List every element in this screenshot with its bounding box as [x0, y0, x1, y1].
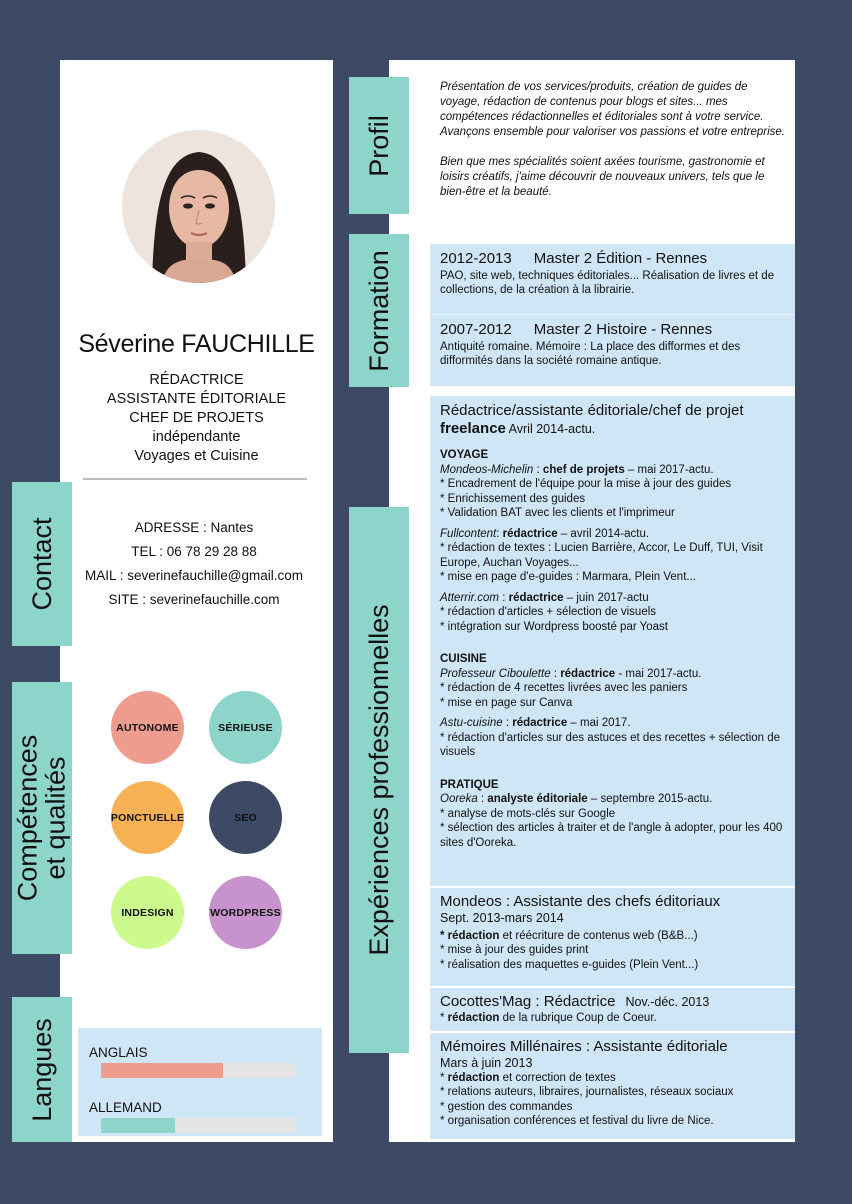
experience-entry: Professeur Ciboulette : rédactrice - mai 2017-actu. — [440, 667, 702, 680]
experience-title: Rédactrice/assistante éditoriale/chef de projet freelance Avril 2014-actu. — [440, 402, 744, 437]
experience-period: Sept. 2013-mars 2014 — [440, 911, 564, 925]
language-label: ANGLAIS — [89, 1045, 148, 1060]
skill-circle — [209, 876, 282, 949]
experience-title: Mondeos : Assistante des chefs éditoriaux — [440, 893, 721, 910]
skill-circle — [111, 876, 184, 949]
category-title: PRATIQUE — [440, 778, 499, 791]
education-block — [430, 244, 795, 386]
role-line: indépendante — [152, 429, 241, 445]
experience-mondeos — [430, 888, 795, 986]
education-entry — [430, 315, 795, 374]
list-item: * rédaction et correction de textes — [440, 1071, 616, 1084]
list-item: * rédaction de textes : Lucien Barrière, Accor, Le Duff, TUI, Visit Europe, Auchan Voyages... — [440, 542, 763, 569]
experience-entry: Ooreka : analyste éditoriale – septembre 2015-actu. — [440, 793, 713, 805]
list-item: * rédaction et réécriture de contenus web (B&B...) — [440, 929, 698, 942]
role-line: ASSISTANTE ÉDITORIALE — [106, 391, 287, 407]
list-item: * relations auteurs, libraires, journalistes, réseaux sociaux — [440, 1086, 734, 1098]
list-item: * Enrichissement des guides — [440, 492, 586, 505]
divider — [83, 478, 307, 480]
contact-site[interactable]: SITE : severinefauchille.com — [108, 592, 280, 607]
person-name: Séverine FAUCHILLE — [78, 330, 315, 358]
skill-label: WORDPRESS — [210, 906, 281, 919]
profile-paragraph: Bien que mes spécialités soient axées tourisme, gastronomie et loisirs créatifs, j'aime découvrir de nouveaux univers, tels que le bien-être et la beauté. — [440, 156, 765, 198]
tab-formation — [349, 234, 409, 387]
experience-entry: Mondeos-Michelin : chef de projets – mai 2017-actu. — [440, 463, 714, 476]
tab-langues-label: Langues — [26, 1017, 57, 1122]
list-item: * analyse de mots-clés sur Google — [440, 807, 616, 820]
tab-experiences — [349, 507, 409, 1053]
experience-period: Mars à juin 2013 — [440, 1056, 533, 1070]
language-bar — [101, 1063, 295, 1078]
skill-circle — [111, 781, 184, 854]
list-item: * rédaction de la rubrique Coup de Coeur. — [440, 1012, 657, 1024]
tab-profil — [349, 77, 409, 214]
education-years: 2012-2013 — [440, 250, 512, 267]
list-item: * gestion des commandes — [440, 1100, 573, 1113]
profile-text — [440, 80, 785, 200]
education-desc: Antiquité romaine. Mémoire : La place des difformes et des difformités dans la société romaine antique. — [440, 341, 741, 367]
skill-circle — [111, 691, 184, 764]
experience-entry: Astu-cuisine : rédactrice – mai 2017. — [440, 717, 631, 729]
list-item: * organisation conférences et festival du livre de Nice. — [440, 1115, 714, 1127]
tab-langues — [12, 997, 72, 1142]
education-desc: PAO, site web, techniques éditoriales... Réalisation de livres et de collections, de la création à la librairie. — [440, 270, 775, 296]
portrait-image — [122, 130, 275, 283]
tab-competences-label — [14, 735, 71, 902]
list-item: * intégration sur Wordpress boosté par Yoast — [440, 620, 669, 633]
experience-memoires — [430, 1033, 795, 1139]
category-title: VOYAGE — [440, 449, 489, 461]
skill-circle — [209, 691, 282, 764]
list-item: * réalisation des maquettes e-guides (Plein Vent...) — [440, 958, 699, 971]
profile-paragraph: Présentation de vos services/produits, création de guides de voyage, rédaction de contenus pour blogs et sites... mes compétences rédactionnelles et éditoriales sont à votre service. Avançons ensemble pour valoriser vos passions et votre entreprise. — [440, 81, 785, 138]
list-item: * rédaction d'articles sur des astuces et des recettes + sélection de visuels — [440, 731, 781, 758]
list-item: * sélection des articles à traiter et de l'angle à adopter, pour les 400 sites d'Ooreka. — [440, 822, 783, 849]
skill-label: AUTONOME — [116, 721, 179, 734]
role-line: CHEF DE PROJETS — [129, 410, 264, 426]
list-item: * mise en page sur Canva — [440, 696, 573, 709]
contact-address: ADRESSE : Nantes — [134, 520, 254, 535]
contact-info — [62, 516, 326, 612]
list-item: * mise à jour des guides print — [440, 944, 589, 956]
tab-competences-line1: Compétences — [12, 734, 43, 902]
language-bar — [101, 1118, 295, 1133]
skill-label: SÉRIEUSE — [218, 721, 273, 734]
experience-title: Cocottes'Mag : Rédactrice Nov.-déc. 2013 — [440, 993, 710, 1010]
list-item: * mise en page d'e-guides : Marmara, Plein Vent... — [440, 571, 696, 583]
contact-phone: TEL : 06 78 29 28 88 — [131, 544, 257, 559]
list-item: * rédaction de 4 recettes livrées avec les paniers — [440, 682, 688, 694]
education-degree: Master 2 Histoire - Rennes — [533, 321, 713, 338]
language-bar-fill — [101, 1063, 223, 1078]
education-degree: Master 2 Édition - Rennes — [533, 250, 708, 267]
tab-competences — [12, 682, 72, 954]
education-years: 2007-2012 — [440, 321, 512, 338]
language-bar-fill — [101, 1118, 175, 1133]
role-line: RÉDACTRICE — [149, 372, 244, 388]
experience-cocottes — [430, 988, 795, 1031]
tab-contact-label: Contact — [26, 517, 57, 611]
language-label: ALLEMAND — [89, 1100, 162, 1115]
list-item: * rédaction d'articles + sélection de visuels — [440, 606, 657, 618]
education-entry — [430, 244, 795, 314]
list-item: * Encadrement de l'équipe pour la mise à jour des guides — [440, 478, 732, 490]
experience-entry: Atterrir.com : rédactrice – juin 2017-actu — [440, 591, 649, 604]
list-item: * Validation BAT avec les clients et l'imprimeur — [440, 507, 675, 519]
role-line: Voyages et Cuisine — [134, 448, 259, 464]
skill-label: PONCTUELLE — [110, 811, 185, 824]
tab-formation-label: Formation — [363, 249, 394, 372]
experience-title: Mémoires Millénaires : Assistante éditoriale — [440, 1038, 728, 1055]
tab-experiences-label: Expériences professionnelles — [363, 604, 394, 956]
experience-entry: Fullcontent: rédactrice – avril 2014-actu. — [440, 527, 650, 540]
skill-label: SEO — [234, 811, 257, 824]
tab-profil-label: Profil — [363, 114, 394, 177]
skill-circle — [209, 781, 282, 854]
person-role — [60, 371, 333, 466]
tab-competences-line2: et qualités — [41, 756, 71, 880]
contact-mail[interactable]: MAIL : severinefauchille@gmail.com — [84, 568, 304, 583]
profile-photo — [122, 130, 275, 283]
experience-main — [430, 396, 795, 886]
category-title: CUISINE — [440, 653, 487, 665]
skill-label: INDESIGN — [121, 906, 174, 919]
